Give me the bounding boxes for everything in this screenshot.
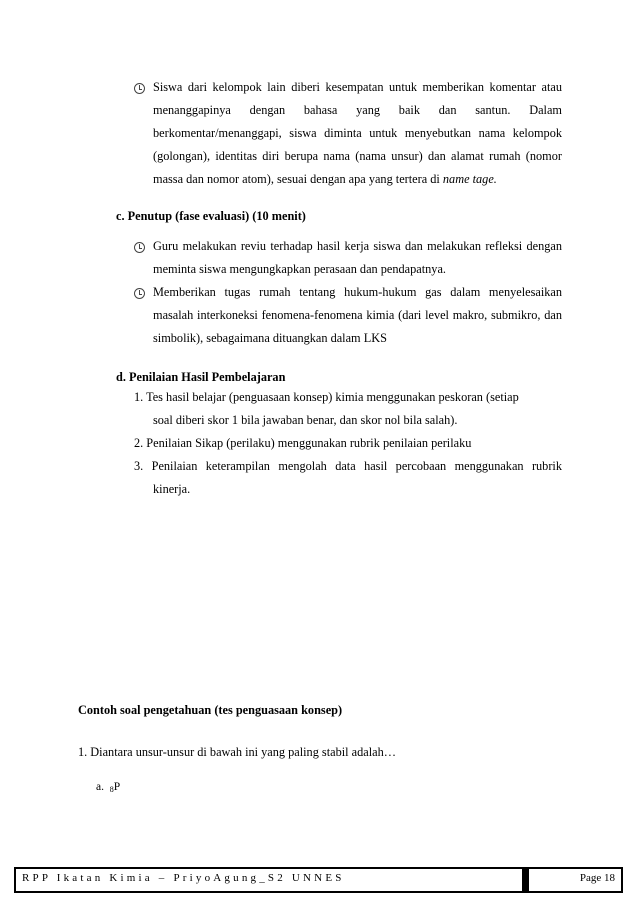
bullet-text: Guru melakukan reviu terhadap hasil kerja siswa dan melakukan refleksi dengan meminta siswa mengungkapkan perasaan dan pendapatnya. [153,239,562,276]
atomic-number: 8 [109,785,114,794]
name-tage-text: name tage. [442,172,497,186]
page-number: Page 18 [579,872,615,884]
list-item-continuation: kinerja. [153,482,191,496]
list-item-text: 1. Tes hasil belajar (penguasaan konsep) kimia menggunakan peskoran (setiap [134,390,519,404]
answer-option [96,776,120,801]
option-label: a. [96,781,104,793]
section-d-heading: d. Penilaian Hasil Pembelajaran [116,370,286,384]
list-item [134,432,562,455]
clock-icon [134,83,145,94]
list-item-text: 2. Penilaian Sikap (perilaku) menggunakan rubrik penilaian perilaku [134,436,472,450]
page-footer [14,867,623,893]
clock-icon [134,288,145,299]
list-item [134,386,562,432]
list-item [134,455,562,501]
bullet-text: Siswa dari kelompok lain diberi kesempatan untuk memberikan komentar atau menanggapinya dengan bahasa yang baik dan santun. Dalam berkomentar/menanggapi, siswa diminta untuk menyebutkan nama kelompok (golongan), identitas diri berupa nama (nama unsur) dan alamat rumah (nomor massa dan nomor atom), sesuai dengan apa yang tertera di [153,80,562,186]
clock-icon [134,242,145,253]
element-symbol: P [113,781,121,793]
question-text: 1. Diantara unsur-unsur di bawah ini yang paling stabil adalah… [78,745,397,759]
footer-divider [522,867,529,893]
section-c-heading: c. Penutup (fase evaluasi) (10 menit) [116,209,306,223]
list-item-text: 3. Penilaian keterampilan mengolah data hasil percobaan menggunakan rubrik [134,459,562,473]
footer-title: RPP Ikatan Kimia – PriyoAgung_S2 UNNES [22,872,345,884]
list-item-continuation: soal diberi skor 1 bila jawaban benar, dan skor nol bila salah). [153,413,458,427]
example-title: Contoh soal pengetahuan (tes penguasaan konsep) [78,703,343,717]
bullet-text: Memberikan tugas rumah tentang hukum-hukum gas dalam menyelesaikan masalah interkoneksi fenomena-fenomena kimia (dari level makro, submikro, dan simbolik), sebagaimana dituangkan dalam LKS [153,285,562,345]
